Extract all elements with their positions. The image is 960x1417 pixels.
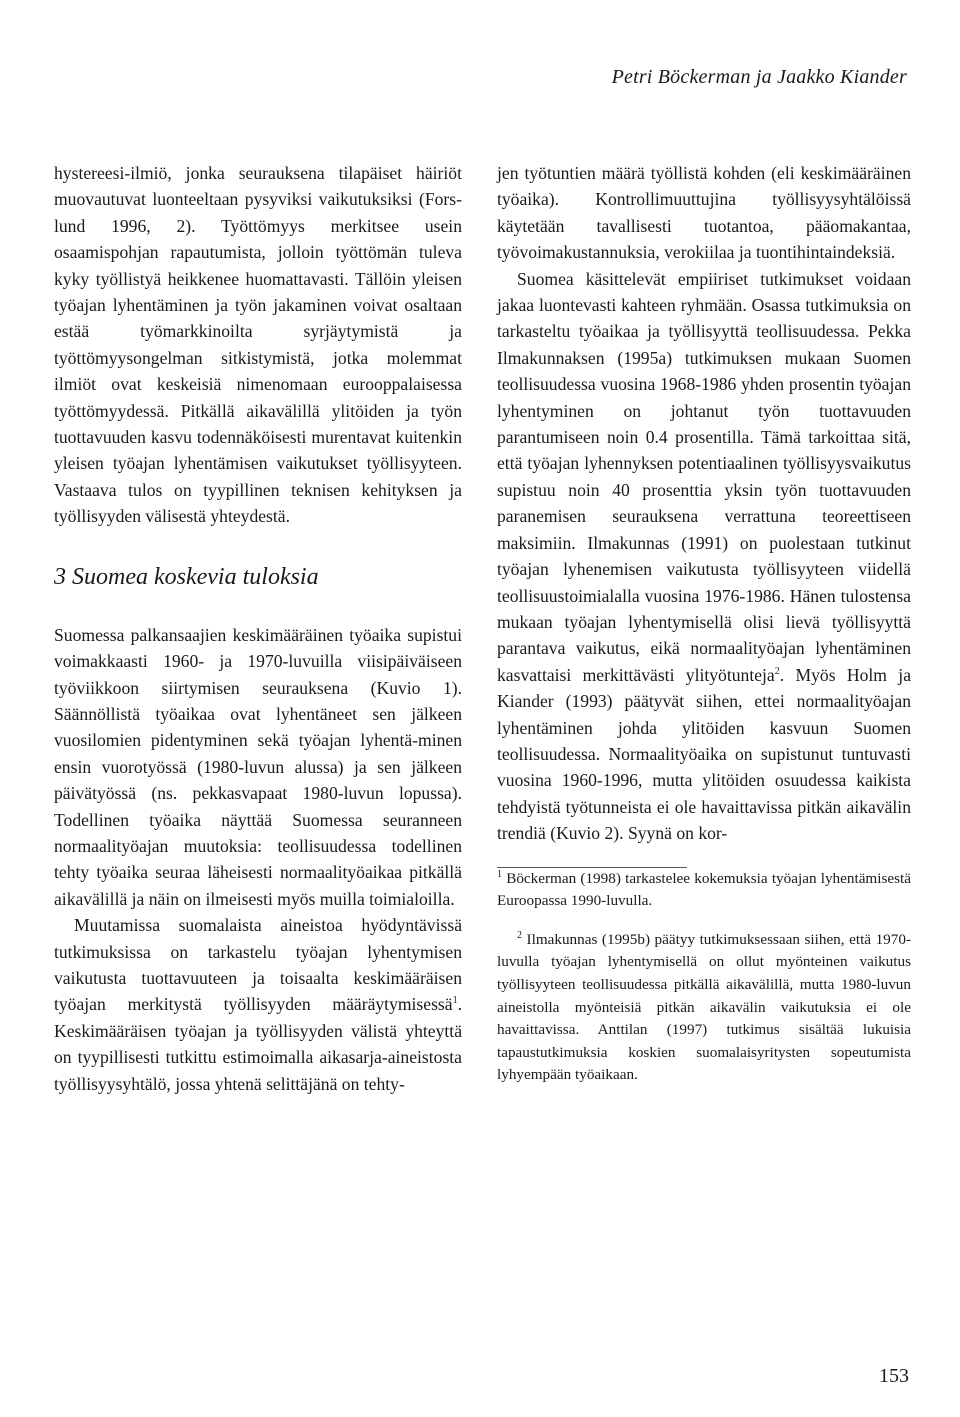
page-number: 153 [879,1365,909,1387]
text-run: . Keskimääräisen työajan ja työllisyyden välistä yhteyttä on tyypillisesti tutkittu estimoimalla aikasarja-aineistosta työllisyysyhtälö, jossa yhtenä selittäjänä on tehty- [54,994,462,1094]
footnote-mark: 2 [517,929,522,941]
footnote-mark: 1 [497,868,502,880]
paragraph: jen työtuntien määrä työllistä kohden (eli keskimääräinen työaika). Kontrollimuuttujina työllisyysyhtälöissä käytetään tavallisesti tuotantoa, pääomakantaa, työvoimakustannuksia, verokiilaa ja tuontihintaindeksiä. [497,163,911,263]
paragraph: Suomessa palkansaajien keskimääräinen työaika supistui voimakkaasti 1960- ja 1970-luvuilla viisipäiväiseen työviikkoon siirtymisen seurauksena (Kuvio 1). Säännöllistä työaikaa ovat lyhentäneet sen jälkeen vuosilomien pidentyminen sekä työajan lyhentä-minen ensin vuorotyössä (1980-luvun alussa) ja sen jälkeen päivätyössä (ns. pekkasvapaat 1980-luvun lopussa). Todellinen työaika näyttää Suomessa seuranneen normaalityöajan muutoksia: teollisuudessa todellinen tehty työaika seuraa läheisesti normaalityöaikaa pitkällä aikavälillä ja näin on ilmeisesti myös muilla toimialoilla. [54,624,462,909]
text-run: Muutamissa suomalaista aineistoa hyödyntävissä tutkimuksissa on tarkastelu työajan lyhentymisen vaikutusta tuottavuuteen ja toisaalta keskimääräisen työajan merkitystä työllisyyden määräytymisessä [54,915,462,1015]
footnote-text: Ilmakunnas (1995b) päätyy tutkimuksessaan siihen, että 1970-luvulla työajan lyhentymisellä on ollut myönteinen vaikutus työllisyyteen teollisuudessa pitkällä aikavälillä, mutta 1980-luvun aineistolla myönteisiä pitkän aikavälin vaikutuksia ei ole havaittavissa. Anttilan (1997) tutkimus sisältää lukuisia tapaustutkimuksia koskien suomalaisyritysten sopeutumista lyhyempään työaikaan. [497,930,911,1084]
footnote-ref: 1 [452,995,458,1007]
footnote-text: Böckerman (1998) tarkastelee kokemuksia työajan lyhentämisestä Euroopassa 1990-luvulla. [497,869,911,910]
paragraph [54,912,462,1097]
footnote [497,929,911,1087]
section-heading: 3 Suomea koskevia tuloksia [54,563,319,590]
text-run: Suomea käsittelevät empiiriset tutkimukset voidaan jakaa luontevasti kahteen ryhmään. Osassa tutkimuksia on tarkasteltu työaikaa ja työllisyyttä teollisuudessa. Pekka Ilmakunnaksen (1995a) tutkimuksen mukaan Suomen teollisuudessa vuosina 1968-1986 yhden prosentin työajan lyhentyminen on johtanut työn tuottavuuden parantumiseen noin 0.4 prosentilla. Tämä tarkoittaa sitä, että työajan lyhennyksen potentiaalinen työllisyysvaikutus supistuu noin 40 prosenttia yksin työn tuottavuuden paranemisen seurauksena verrattuna teoreettiseen maksimiin. Ilmakunnas (1991) on puolestaan tutkinut työajan lyhenemisen vaikutusta työllisyyteen viidellä teollisuustoimialalla vuosina 1976-1986. Hänen tulostensa mukaan työajan lyhentymisellä olisi lievä työllisyyttä parantava vaikutus, eikä normaalityöajan lyhentäminen kasvattaisi merkittävästi ylityötunteja [497,268,911,685]
footnote-ref: 2 [774,665,780,677]
paragraph: hystereesi-ilmiö, jonka seurauksena tilapäiset häiriöt muovautuvat luonteeltaan pysyviksi vaikutuksiksi (Fors-lund 1996, 2). Työttömyys merkitsee usein osaamispohjan rapautumista, jolloin työttömän tuleva kyky työllistyä heikkenee huomattavasti. Tällöin yleisen työajan lyhentäminen ja työn jakaminen voivat osaltaan estää työmarkkinoilta syrjäytymistä ja työttömyysongelman sitkistymistä, jotka molemmat ilmiöt ovat keskeisiä nimenomaan eurooppalaisessa työttömyydessä. Pitkällä aikavälillä ylitöiden ja työn tuottavuuden kasvu todennäköisesti murentavat kuitenkin yleisen työajan lyhentämisen vaikutukset työllisyyteen. Vastaava tulos on tyypillinen teknisen kehityksen ja työllisyyden välisestä yhteydestä. [54,163,462,527]
footnote [497,868,911,913]
running-head: Petri Böckerman ja Jaakko Kiander [611,66,907,88]
text-run: . Myös Holm ja Kiander (1993) päätyvät siihen, ettei normaalityöajan lyhentäminen johda ylitöiden kasvuun Suomen teollisuudessa. Normaalityöaika on supistunut tuntuvasti vuosina 1960-1996, mutta ylitöiden osuudessa kaikista tehdyistä työtunneista ei ole havaittavissa pitkän aikavälin trendiä (Kuvio 2). Syynä on kor- [497,664,911,844]
paragraph [497,266,911,847]
right-column [497,160,911,1087]
left-column [54,160,462,1097]
